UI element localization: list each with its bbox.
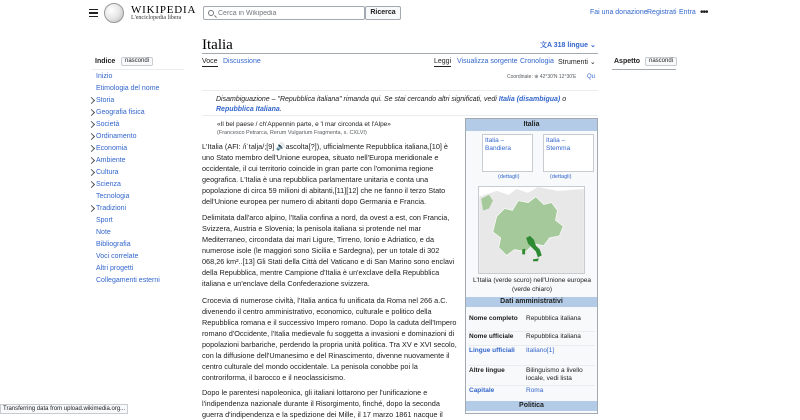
disambiguation-hatnote bbox=[202, 90, 598, 116]
chevron-right-icon[interactable] bbox=[88, 157, 95, 164]
toc-item-label: Scienza bbox=[96, 181, 121, 188]
emblem-label[interactable]: Italia – Stemma bbox=[546, 137, 571, 152]
toc-item-label: Note bbox=[96, 229, 111, 236]
coordinates[interactable]: Coordinate: ⊕ 42°30′N 12°30′E bbox=[507, 74, 577, 80]
chevron-down-icon: ⌄ bbox=[589, 42, 596, 49]
infobox-key: Nome ufficiale bbox=[469, 333, 514, 340]
chevron-right-icon[interactable] bbox=[88, 97, 95, 104]
search-button[interactable]: Ricerca bbox=[365, 6, 401, 20]
flag-details-link[interactable]: (dettagli) bbox=[498, 174, 520, 180]
epigraph-quote: «Il bel paese / ch'Appennin parte, e 'l mar circonda et l'Alpe» bbox=[217, 121, 391, 128]
toc-item-label: Tradizioni bbox=[96, 205, 127, 212]
infobox-row-divider bbox=[468, 331, 595, 332]
hatnote-label: Disambiguazione bbox=[216, 96, 270, 103]
infobox-row-divider bbox=[468, 345, 595, 346]
tab-view-source[interactable]: Visualizza sorgente bbox=[457, 58, 518, 65]
toc-divider bbox=[92, 69, 184, 70]
map-caption: L'Italia (verde scuro) nell'Unione europea (verde chiaro) bbox=[472, 277, 592, 293]
chevron-right-icon[interactable] bbox=[88, 169, 95, 176]
toc-item-label: Economia bbox=[96, 145, 128, 152]
toc-item-label: Storia bbox=[96, 97, 115, 104]
toc-item-label: Collegamenti esterni bbox=[96, 277, 160, 284]
admin-data-header: Dati amministrativi bbox=[466, 297, 597, 307]
main-menu-icon[interactable] bbox=[89, 9, 98, 17]
infobox-row-divider bbox=[468, 365, 595, 366]
chevron-right-icon[interactable] bbox=[88, 205, 95, 212]
infobox-key: Altre lingue bbox=[469, 367, 505, 374]
logo-wordmark[interactable]: WIKIPEDIA bbox=[131, 4, 197, 16]
toc-item-label: Geografia fisica bbox=[96, 109, 145, 116]
disambiguation-link[interactable]: Italia (disambigua) bbox=[498, 96, 561, 103]
map-sardinia bbox=[522, 249, 525, 255]
toc-item-label: Bibliografia bbox=[96, 241, 131, 248]
infobox-key: Nome completo bbox=[469, 315, 518, 322]
infobox-value: Repubblica italiana bbox=[526, 315, 581, 322]
language-count: 318 lingue bbox=[553, 42, 588, 49]
chevron-right-icon[interactable] bbox=[88, 109, 95, 116]
infobox-title: Italia bbox=[466, 119, 597, 131]
toc-item-label: Inizio bbox=[96, 73, 113, 80]
wikipedia-globe-logo[interactable] bbox=[104, 3, 124, 23]
epigraph bbox=[217, 120, 457, 138]
emblem-details-link[interactable]: (dettagli) bbox=[550, 174, 572, 180]
tab-talk[interactable]: Discussione bbox=[223, 58, 261, 65]
hatnote-or: o bbox=[560, 96, 567, 103]
intro-paragraph-4: Dopo le parentesi napoleonica, gli italiani lottarono per l'unificazione e l'indipendenza nazionale durante il Risorgimento, finché, dopo la seconda guerra d'indipendenza e la spedizione dei Mille, il 17 marzo 1861 nacque il bbox=[202, 388, 443, 419]
search-box[interactable] bbox=[203, 6, 365, 20]
chevron-right-icon[interactable] bbox=[88, 133, 95, 140]
page-title: Italia bbox=[202, 37, 233, 53]
toc-item-label: Tecnologia bbox=[96, 193, 130, 200]
toc-item-label: Sport bbox=[96, 217, 113, 224]
infobox bbox=[465, 118, 598, 414]
tab-read[interactable]: Leggi bbox=[434, 58, 452, 65]
toc-item-label: Cultura bbox=[96, 169, 119, 176]
infobox-key[interactable]: Capitale bbox=[469, 387, 495, 394]
flag-image-placeholder[interactable] bbox=[482, 134, 533, 172]
toc-item-label: Voci correlate bbox=[96, 253, 139, 260]
tools-menu[interactable] bbox=[558, 58, 596, 66]
login-link[interactable]: Entra bbox=[679, 9, 696, 16]
toc-item-label: Etimologia del nome bbox=[96, 85, 160, 92]
infobox-value: Bilinguismo a livello locale, vedi lista bbox=[526, 367, 583, 382]
tabs-divider bbox=[202, 53, 598, 54]
chevron-down-icon: ⌄ bbox=[589, 59, 596, 66]
search-input[interactable] bbox=[218, 9, 358, 18]
chevron-right-icon[interactable] bbox=[88, 145, 95, 152]
politics-header: Politica bbox=[466, 401, 597, 411]
intro-paragraph-2: Delimitata dall'arco alpino, l'Italia confina a nord, da ovest a est, con Francia, Svizzera, Austria e Slovenia; la penisola italiana si protende nel mar Mediterraneo, circondata dai mari Ligure, Tirreno, Ionio e Adriatico, e da numerose isole (le maggiori sono Sicilia e Sardegna), per un totale di 302 068,26 km²..[13] Gli Stati della Città del Vaticano e di San Marino sono enclavi della Repubblica, mentre Campione d'Italia è un'exclave della Repubblica italiana e un'enclave della Confederazione svizzera. bbox=[202, 213, 455, 288]
infobox-row-divider bbox=[468, 385, 595, 386]
toc-item-label: Ordinamento bbox=[96, 133, 137, 140]
coord-link[interactable]: Qu bbox=[587, 74, 596, 80]
toc-item-label: Altri progetti bbox=[96, 265, 134, 272]
translate-icon: 文A bbox=[540, 42, 552, 49]
hatnote-end: . bbox=[279, 106, 282, 113]
more-options-icon[interactable]: ••• bbox=[700, 7, 708, 18]
search-icon bbox=[208, 10, 214, 16]
tab-history[interactable]: Cronologia bbox=[520, 58, 554, 65]
infobox-value: Repubblica italiana bbox=[526, 333, 581, 340]
register-link[interactable]: Registrati bbox=[647, 9, 677, 16]
hatnote-text: – "Repubblica italiana" rimanda qui. Se stai cercando altri significati, vedi bbox=[269, 96, 499, 103]
language-button[interactable] bbox=[540, 40, 596, 50]
repubblica-italiana-link[interactable]: Repubblica Italiana bbox=[216, 106, 280, 113]
chevron-right-icon[interactable] bbox=[88, 181, 95, 188]
appearance-title: Aspetto bbox=[614, 58, 641, 65]
flag-label[interactable]: Italia – Bandiera bbox=[485, 137, 512, 152]
location-map[interactable] bbox=[478, 186, 585, 274]
infobox-value[interactable]: Italiano[1] bbox=[526, 347, 555, 354]
status-bar: Transferring data from upload.wikimedia.org... bbox=[0, 404, 128, 414]
intro-paragraph-1: L'Italia (AFI: /iˈtalja/;[9] 🔊ascolta[?]), ufficialmente Repubblica italiana,[10] è uno Stato membro dell'Unione europea, situato nell'Europa meridionale e occidentale, il cui territorio coincide in gran parte con l'omonima regione geografica. L'Italia è una repubblica parlamentare unitaria e conta una popolazione di circa 59 milioni di abitanti,[11][12] che ne fanno il terzo Stato dell'Unione europea per numero di abitanti dopo Germania e Francia. bbox=[202, 142, 448, 206]
toc-hide-button[interactable]: nascondi bbox=[121, 57, 153, 66]
toc-item-label: Società bbox=[96, 121, 120, 128]
emblem-image-placeholder[interactable] bbox=[543, 134, 594, 172]
toc-item-label: Ambiente bbox=[96, 157, 126, 164]
infobox-key[interactable]: Lingue ufficiali bbox=[469, 347, 515, 354]
toc-title: Indice bbox=[95, 58, 116, 65]
donate-link[interactable]: Fai una donazione bbox=[590, 9, 648, 16]
appearance-hide-button[interactable]: nascondi bbox=[645, 57, 677, 66]
infobox-value[interactable]: Roma bbox=[526, 387, 544, 394]
intro-paragraph-3: Crocevia di numerose civiltà, l'Italia antica fu unificata da Roma nel 266 a.C. divenendo il centro amministrativo, economico, culturale e politico della Repubblica romana e il successivo Impero romano. Dopo la caduta dell'Impero romano d'Occidente, l'Italia medievale fu soggetta a invasioni e dominazioni di popolazioni barbariche, perdendo la propria unità politica. Tra XV e XVI secolo, con la diffusione dell'Umanesimo e del Rinascimento, divenne nuovamente il centro culturale del mondo occidentale. La penisola conobbe poi la controriforma, il barocco e il neoclassicismo. bbox=[202, 296, 457, 382]
chevron-right-icon[interactable] bbox=[88, 121, 95, 128]
appearance-divider bbox=[612, 69, 676, 70]
epigraph-citation: (Francesco Petrarca, Rerum Vulgarium Fragmenta, s. CXLVI) bbox=[217, 130, 367, 136]
tab-article[interactable]: Voce bbox=[202, 58, 218, 65]
logo-tagline: L'enciclopedia libera bbox=[131, 15, 182, 21]
tools-label: Strumenti bbox=[558, 59, 588, 66]
